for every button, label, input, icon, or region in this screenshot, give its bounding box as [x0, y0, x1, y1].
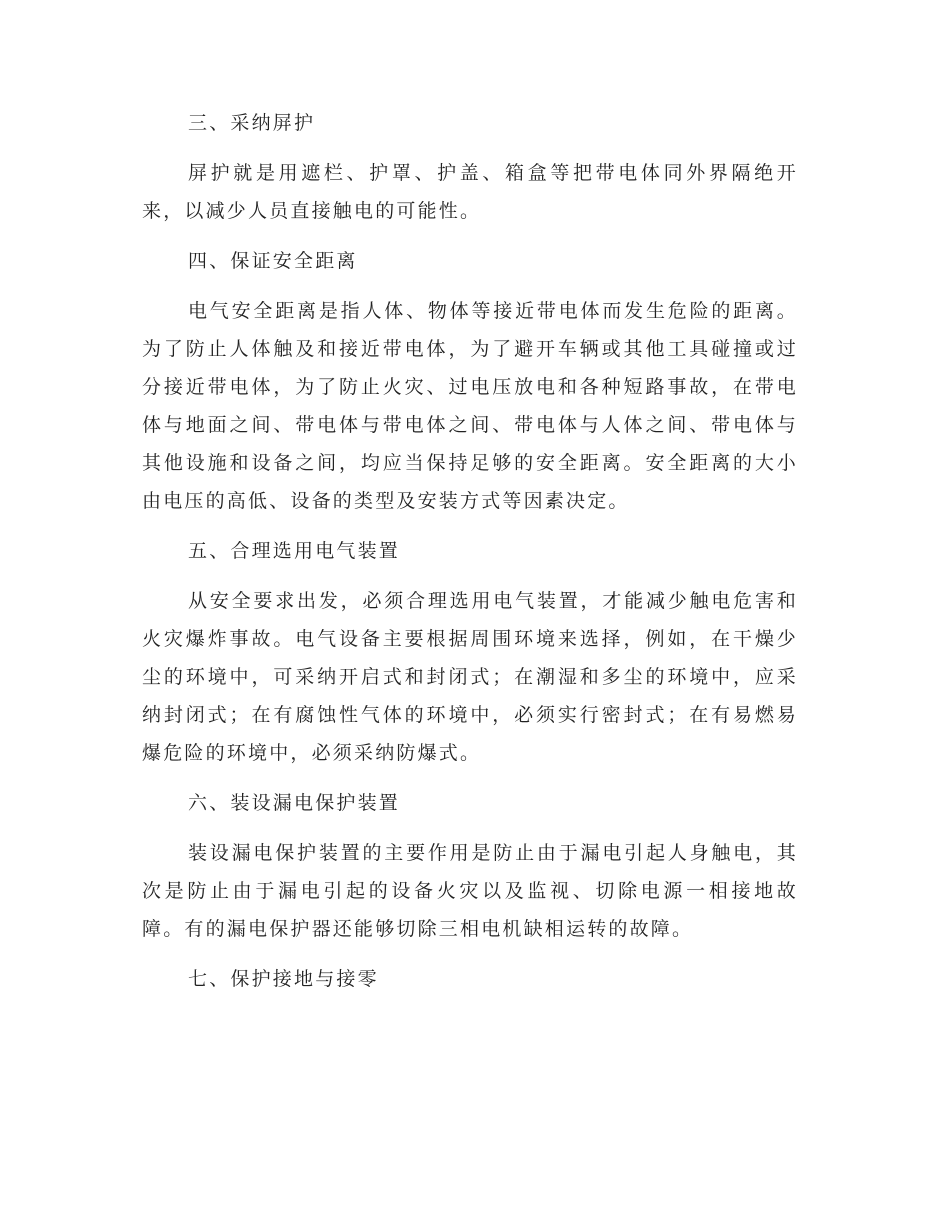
section-heading-safety-distance: 四、保证安全距离 [188, 250, 358, 272]
section-body-shielding: 屏护就是用遮栏、护罩、护盖、箱盒等把带电体同外界隔绝开来，以减少人员直接触电的可能性。 [142, 162, 798, 222]
section-body-safety-distance: 电气安全距离是指人体、物体等接近带电体而发生危险的距离。为了防止人体触及和接近带电体，为了避开车辆或其他工具碰撞或过分接近带电体，为了防止火灾、过电压放电和各种短路事故，在带电体与地面之间、带电体与带电体之间、带电体与人体之间、带电体与其他设施和设备之间，均应当保持足够的安全距离。安全距离的大小由电压的高低、设备的类型及安装方式等因素决定。 [142, 300, 798, 512]
section-heading-electrical-devices: 五、合理选用电气装置 [188, 540, 401, 562]
section-heading-leakage-protection: 六、装设漏电保护装置 [188, 792, 401, 814]
section-body-leakage-protection: 装设漏电保护装置的主要作用是防止由于漏电引起人身触电，其次是防止由于漏电引起的设备火灾以及监视、切除电源一相接地故障。有的漏电保护器还能够切除三相电机缺相运转的故障。 [142, 842, 798, 940]
section-heading-shielding: 三、采纳屏护 [188, 112, 316, 134]
document-page [142, 104, 798, 998]
section-heading-grounding: 七、保护接地与接零 [188, 968, 379, 990]
section-body-electrical-devices: 从安全要求出发，必须合理选用电气装置，才能减少触电危害和火灾爆炸事故。电气设备主要根据周围环境来选择，例如，在干燥少尘的环境中，可采纳开启式和封闭式；在潮湿和多尘的环境中，应采纳封闭式；在有腐蚀性气体的环境中，必须实行密封式；在有易燃易爆危险的环境中，必须采纳防爆式。 [142, 590, 798, 764]
